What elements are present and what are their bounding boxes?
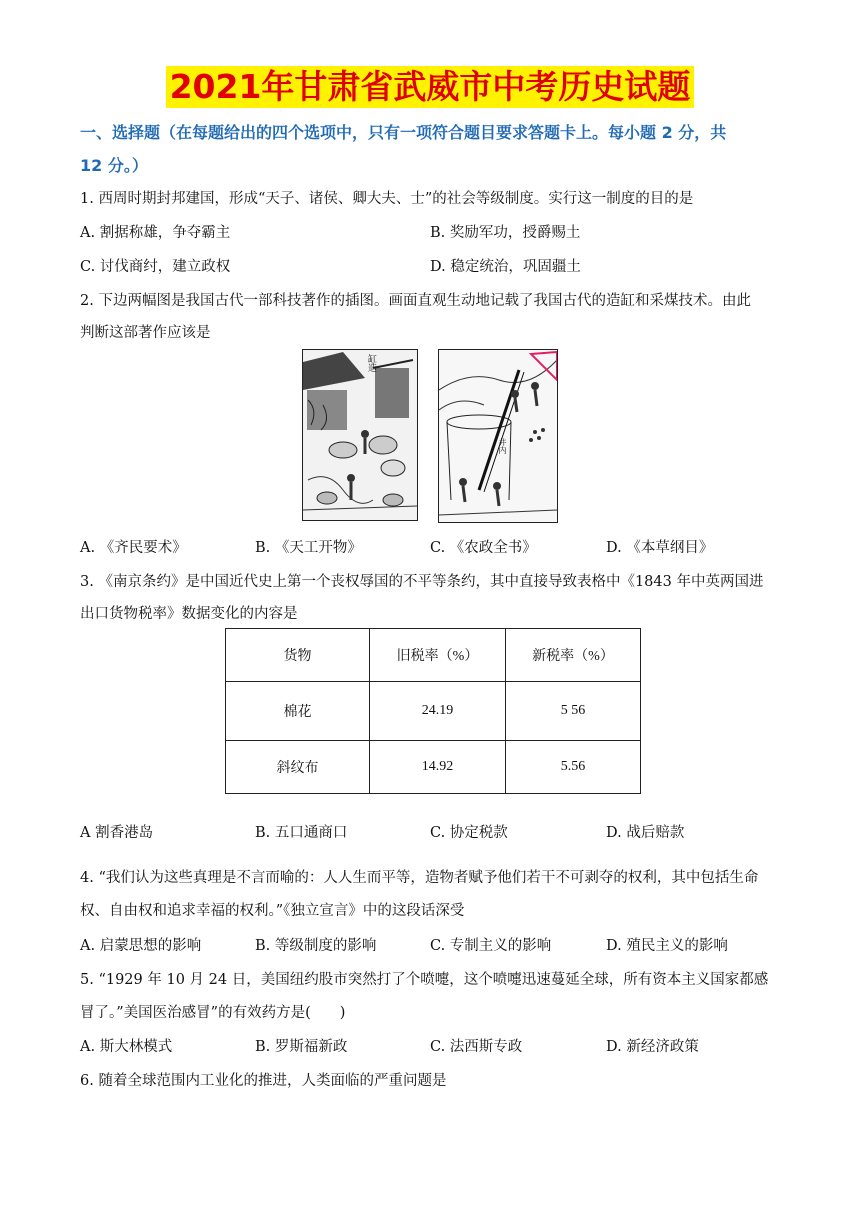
vat-making-drawing — [303, 350, 417, 520]
question-3-option-d: D. 战后赔款 — [606, 825, 685, 841]
table-header-cell: 货物 — [226, 629, 370, 682]
page-title — [0, 66, 860, 108]
question-2-option-a: A. 《齐民要术》 — [80, 540, 187, 556]
question-3-stem-line2: 出口货物税率》数据变化的内容是 — [80, 606, 298, 622]
question-2-stem-line1: 2. 下边两幅图是我国古代一部科技著作的插图。画面直观生动地记载了我国古代的造缸和采煤技术。由此 — [80, 293, 751, 309]
illustration-2-label: 井内 — [498, 438, 507, 454]
table-header-cell: 新税率（%） — [506, 629, 641, 682]
illustration-1-label: 缸造 — [366, 354, 376, 372]
table-cell: 24.19 — [370, 682, 506, 741]
question-4-stem-line1: 4. “我们认为这些真理是不言而喻的：人人生而平等，造物者赋予他们若干不可剥夺的权利，其中包括生命 — [80, 870, 759, 886]
question-4-option-a: A. 启蒙思想的影响 — [80, 938, 202, 954]
question-5-option-d: D. 新经济政策 — [606, 1039, 699, 1055]
question-2-option-c: C. 《农政全书》 — [430, 540, 537, 556]
table-cell: 棉花 — [226, 682, 370, 741]
illustration-vat-making — [302, 349, 418, 521]
section-header-line2: 12 分。） — [80, 156, 148, 175]
question-3-option-b: B. 五口通商口 — [255, 825, 348, 841]
question-5-stem-line2: 冒了。”美国医治感冒”的有效药方是( ) — [80, 1005, 346, 1021]
question-1-stem: 1. 西周时期封邦建国，形成“天子、诸侯、卿大夫、士”的社会等级制度。实行这一制度的目的是 — [80, 191, 694, 207]
question-2-option-d: D. 《本草纲目》 — [606, 540, 714, 556]
question-2-option-b: B. 《天工开物》 — [255, 540, 362, 556]
question-3-option-a: A 割香港岛 — [80, 825, 154, 841]
question-6-stem: 6. 随着全球范围内工业化的推进，人类面临的严重问题是 — [80, 1073, 447, 1089]
title-text: 2021年甘肃省武威市中考历史试题 — [166, 66, 695, 108]
question-5-option-c: C. 法西斯专政 — [430, 1039, 523, 1055]
question-4-option-d: D. 殖民主义的影响 — [606, 938, 728, 954]
question-3-option-c: C. 协定税款 — [430, 825, 508, 841]
question-4-option-b: B. 等级制度的影响 — [255, 938, 377, 954]
table-header-cell: 旧税率（%） — [370, 629, 506, 682]
question-1-option-d: D. 稳定统治，巩固疆土 — [430, 259, 581, 275]
question-2-stem-line2: 判断这部著作应该是 — [80, 325, 211, 341]
question-1-option-b: B. 奖励军功，授爵赐土 — [430, 225, 581, 241]
question-5-stem-line1: 5. “1929 年 10 月 24 日，美国纽约股市突然打了个喷嚏，这个喷嚏迅速蔓延全球，所有资本主义国家都感 — [80, 972, 769, 988]
illustration-coal-mining — [438, 349, 558, 523]
tax-rate-table — [225, 628, 641, 794]
question-5-option-b: B. 罗斯福新政 — [255, 1039, 348, 1055]
table-row — [226, 741, 641, 794]
question-3-stem-line1: 3. 《南京条约》是中国近代史上第一个丧权辱国的不平等条约，其中直接导致表格中《1843 年中英两国进 — [80, 574, 764, 590]
table-header-row — [226, 629, 641, 682]
table-cell: 14.92 — [370, 741, 506, 794]
question-4-option-c: C. 专制主义的影响 — [430, 938, 552, 954]
question-4-stem-line2: 权、自由权和追求幸福的权利。”《独立宣言》中的这段话深受 — [80, 903, 465, 919]
coal-mining-drawing — [439, 350, 557, 522]
question-1-option-c: C. 讨伐商纣，建立政权 — [80, 259, 231, 275]
question-5-option-a: A. 斯大林模式 — [80, 1039, 173, 1055]
table-cell: 斜纹布 — [226, 741, 370, 794]
table-row — [226, 682, 641, 741]
section-header-line1: 一、选择题（在每题给出的四个选项中，只有一项符合题目要求答题卡上。每小题 2 分，共 — [80, 123, 727, 142]
table-cell: 5.56 — [506, 741, 641, 794]
table-cell: 5 56 — [506, 682, 641, 741]
question-1-option-a: A. 割据称雄，争夺霸主 — [80, 225, 231, 241]
